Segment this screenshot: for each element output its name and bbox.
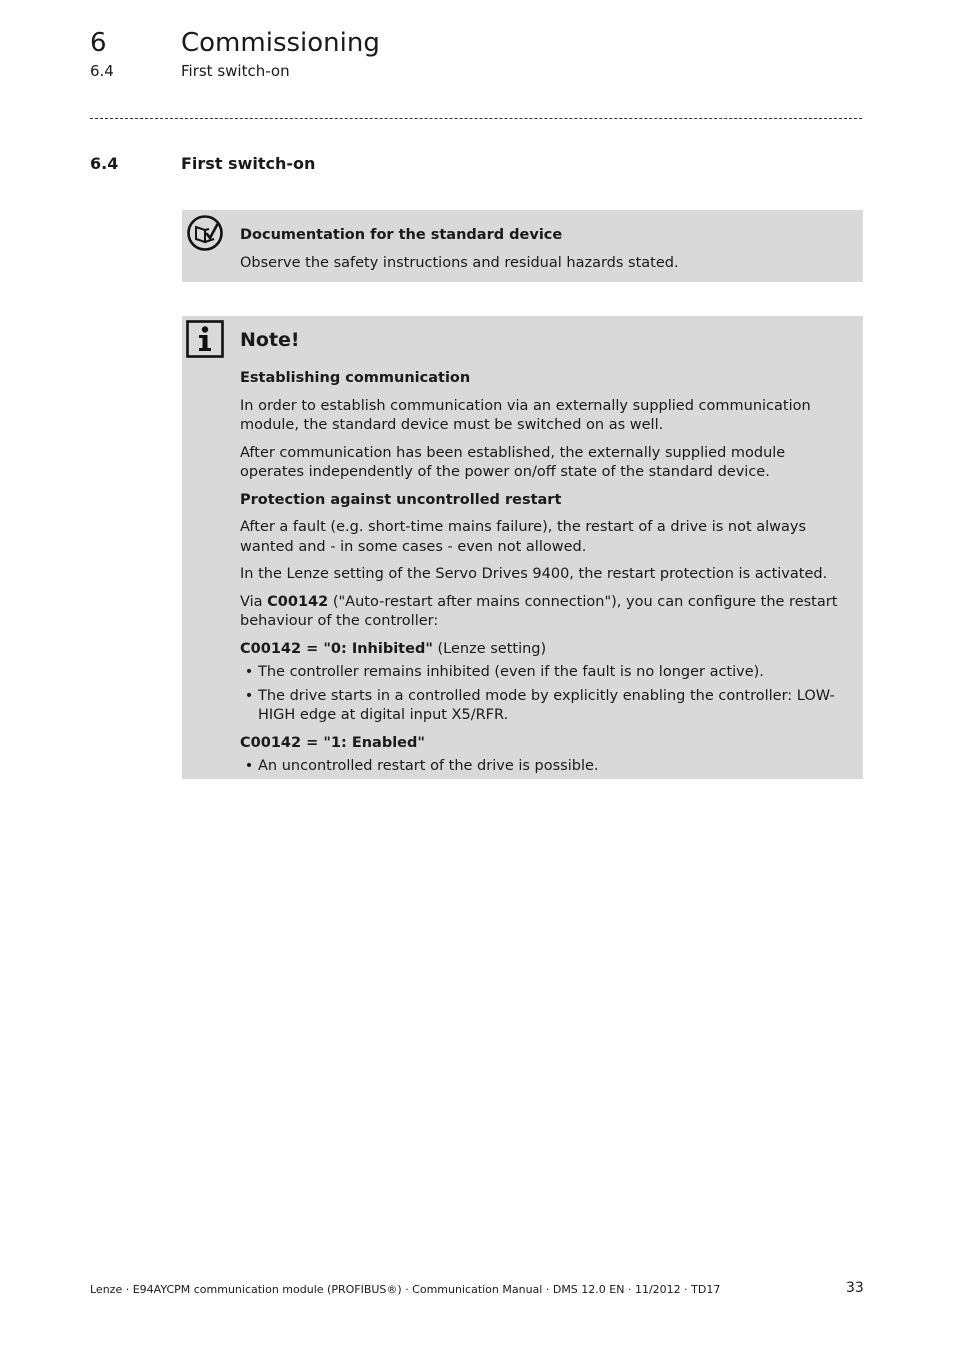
setting-enabled-label: C00142 = "1: Enabled" [240,734,425,751]
footer-document-info: Lenze · E94AYCPM communication module (PROFIBUS®) · Communication Manual · DMS 12.0 EN · 11/2012 · TD17 [90,1283,721,1296]
note-paragraph: In order to establish communication via an externally supplied communication module, the standard device must be switched on as well. [240,397,811,433]
documentation-text: Observe the safety instructions and residual hazards stated. [240,255,679,271]
info-icon [186,320,224,362]
bullet: • [244,758,254,774]
para-prefix: Via [240,593,268,610]
setting-inhibited-note: (Lenze setting) [432,640,547,657]
setting-inhibited [240,640,847,660]
read-documentation-icon [186,214,224,256]
header-divider [90,118,862,119]
note-heading-restart: Protection against uncontrolled restart [240,491,562,508]
note-paragraph: After a fault (e.g. short-time mains failure), the restart of a drive is not always wanted and - in some cases - even not allowed. [240,519,807,555]
page-number: 33 [846,1280,864,1296]
header-section-number: 6.4 [90,62,114,80]
note-title: Note! [240,329,300,351]
documentation-box [182,210,863,282]
parameter-code: C00142 [267,593,329,610]
chapter-title: Commissioning [181,28,380,58]
header-section-title: First switch-on [181,62,290,80]
note-paragraph: After communication has been established, the externally supplied module operates independently of the power on/off state of the standard device. [240,444,786,480]
setting-inhibited-label: C00142 = "0: Inhibited" [240,640,433,657]
chapter-number: 6 [90,28,107,58]
para-suffix: ("Auto-restart after mains connection"), you can configure the restart behaviour of the controller: [240,593,838,629]
note-box [182,316,863,779]
bullet: • [244,687,254,704]
note-content [240,369,847,781]
note-paragraph: In the Lenze setting of the Servo Drives 9400, the restart protection is activated. [240,566,828,582]
section-title: First switch-on [181,154,316,173]
section-number: 6.4 [90,154,119,173]
list-item: • The drive starts in a controlled mode by explicitly enabling the controller: LOW-HIGH edge at digital input X5/RFR. [240,687,847,726]
note-heading-communication: Establishing communication [240,370,471,386]
list-item: • An uncontrolled restart of the drive is possible. [240,757,847,777]
note-paragraph [240,593,847,632]
documentation-heading: Documentation for the standard device [240,227,563,243]
bullet: • [244,664,254,680]
list-item: • The controller remains inhibited (even if the fault is no longer active). [240,663,847,683]
setting-enabled [240,734,847,754]
